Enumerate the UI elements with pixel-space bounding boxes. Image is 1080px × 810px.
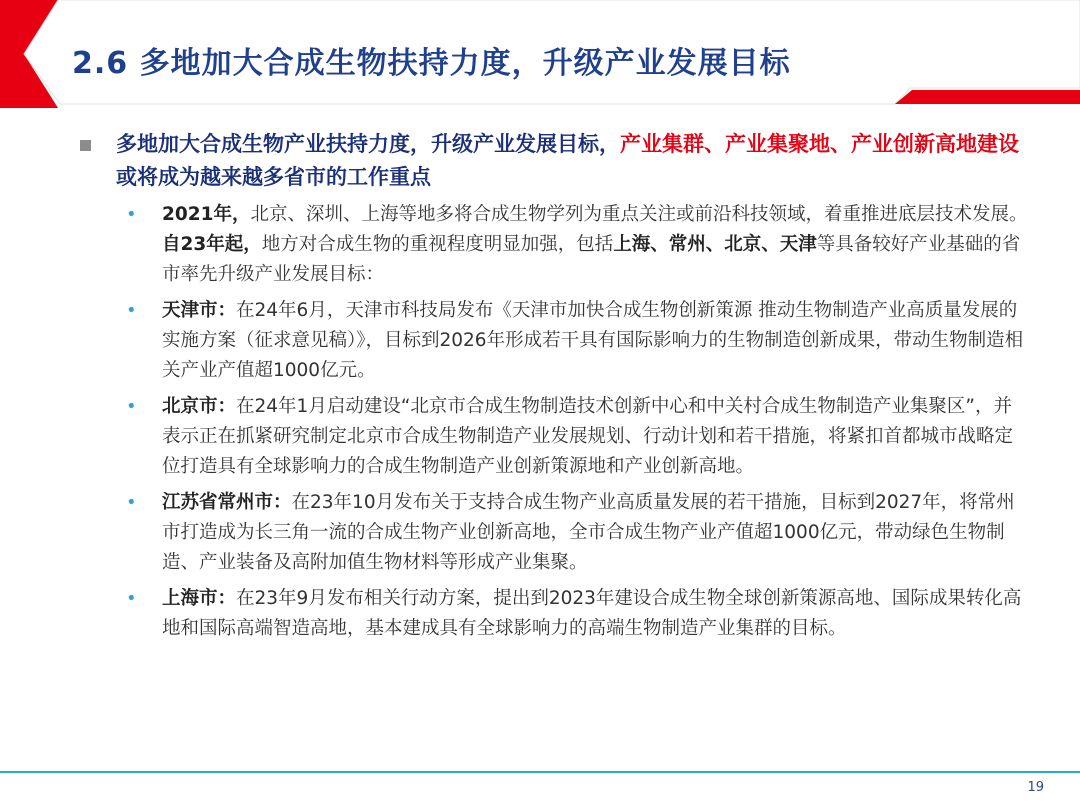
bullet-dot-icon: •: [126, 588, 137, 609]
bullet-list: [80, 200, 1030, 644]
lead-text-part2: 或将成为越来越多省市的工作重点: [116, 165, 431, 189]
lead-highlight: 产业集群、产业集聚地、产业创新高地建设: [620, 132, 1019, 156]
bullet-dot-icon: •: [126, 204, 137, 225]
item-label: 天津市：: [162, 300, 237, 321]
item-bold: 自23年起，: [162, 234, 262, 255]
item-text: 在24年6月，天津市科技局发布《天津市加快合成生物创新策源 推动生物制造产业高质量发展的实施方案（征求意见稿）》，目标到2026年形成若干具有国际影响力的生物制造创新成果，带动生物制造相关产业产值超1000亿元。: [162, 300, 1024, 381]
header-band: [0, 0, 1080, 108]
page-title: 2.6 多地加大合成生物扶持力度，升级产业发展目标: [72, 46, 791, 81]
item-text: 在24年1月启动建设“北京市合成生物制造技术创新中心和中关村合成生物制造产业集聚区”，并表示正在抓紧研究制定北京市合成生物制造产业发展规划、行动计划和若干措施，将紧扣首都城市战略定位打造具有全球影响力的合成生物制造产业创新策源地和产业创新高地。: [162, 396, 1014, 477]
list-item-tianjin: [126, 296, 1030, 386]
list-item-beijing: [126, 392, 1030, 482]
item-text: 地方对合成生物的重视程度明显加强，包括: [261, 234, 614, 255]
item-text: 等具备较好产业基础的省市率先升级产业发展目标：: [162, 234, 1021, 285]
lead-paragraph: [80, 128, 1030, 194]
item-text: 在23年10月发布关于支持合成生物产业高质量发展的若干措施，目标到2027年，将常州市打造成为长三角一流的合成生物产业创新高地，全市合成生物产业产值超1000亿元，带动绿色生物制造、产业装备及高附加值生物材料等形成产业集聚。: [162, 492, 1015, 573]
bullet-dot-icon: •: [126, 492, 137, 513]
bullet-dot-icon: •: [126, 300, 137, 321]
item-bold: 2021年，: [162, 204, 251, 225]
header-red-right-shape: [895, 90, 1080, 104]
item-text: 北京、深圳、上海等地多将合成生物学列为重点关注或前沿科技领域，着重推进底层技术发展。: [250, 204, 1028, 225]
bullet-dot-icon: •: [126, 396, 137, 417]
item-label: 北京市：: [162, 396, 237, 417]
item-text: 在23年9月发布相关行动方案，提出到2023年建设合成生物全球创新策源高地、国际成果转化高地和国际高端智造高地，基本建成具有全球影响力的高端生物制造产业集群的目标。: [162, 588, 1022, 639]
item-label: 江苏省常州市：: [162, 492, 292, 513]
main-content: [80, 128, 1030, 650]
item-label: 上海市：: [162, 588, 237, 609]
lead-text-part1: 多地加大合成生物产业扶持力度，升级产业发展目标，: [116, 132, 620, 156]
page-number: 19: [1027, 780, 1044, 795]
list-item-2021: [126, 200, 1030, 290]
item-bold: 上海、常州、北京、天津: [613, 234, 817, 255]
list-item-changzhou: [126, 488, 1030, 578]
footer-divider: [0, 771, 1080, 773]
list-item-shanghai: [126, 584, 1030, 644]
square-bullet-icon: [80, 140, 91, 151]
